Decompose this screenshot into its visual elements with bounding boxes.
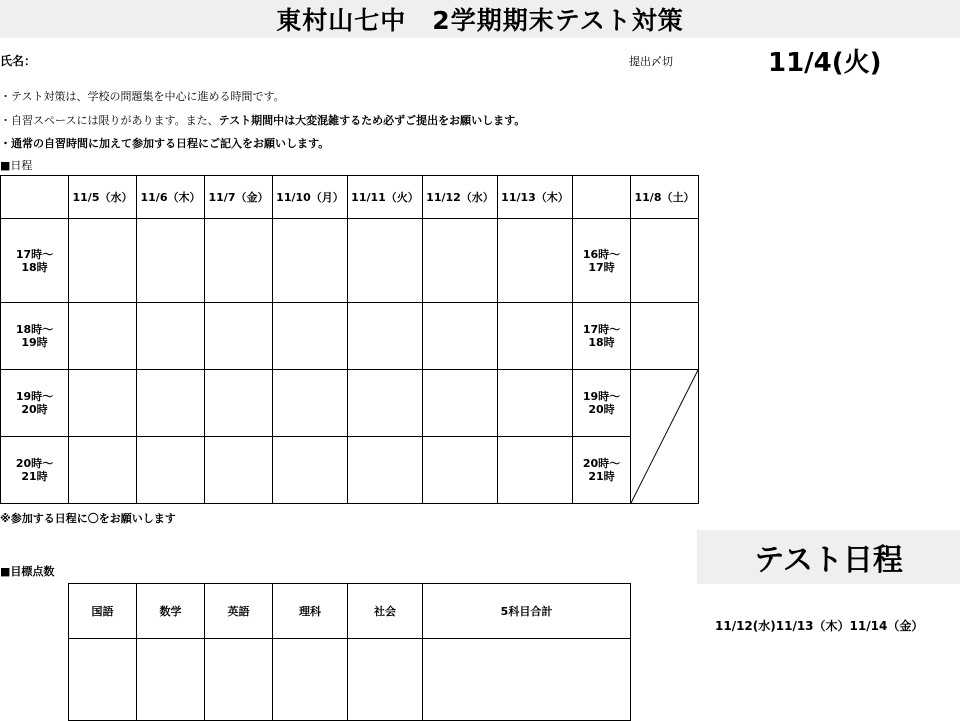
note-2 — [0, 112, 525, 128]
schedule-header-row — [1, 176, 699, 219]
schedule-entry-cell[interactable] — [273, 219, 348, 303]
schedule-entry-cell[interactable] — [423, 219, 498, 303]
time-slot-start: 20時～ — [582, 457, 621, 470]
goal-score-cell[interactable] — [69, 639, 137, 721]
unavailable-slot-cell — [631, 370, 699, 504]
time-slot-end: 18時 — [21, 260, 48, 274]
note-2-emphasis: テスト期間中は大変混雑するため必ずご提出をお願いします。 — [218, 114, 526, 127]
time-slot-start: 20時～ — [15, 457, 54, 470]
day-header: 11/13（木） — [498, 176, 573, 219]
goal-score-cell[interactable] — [137, 639, 205, 721]
schedule-entry-cell[interactable] — [137, 437, 205, 504]
schedule-entry-cell[interactable] — [69, 219, 137, 303]
total-header: 5科目合計 — [423, 584, 631, 639]
goal-total-cell[interactable] — [423, 639, 631, 721]
time-slot-start: 17時～ — [582, 323, 621, 336]
title-bar — [0, 0, 960, 38]
time-slot-label — [1, 437, 69, 504]
note-1: ・テスト対策は、学校の問題集を中心に進める時間です。 — [0, 90, 285, 103]
page-title: 東村山七中 2学期期末テスト対策 — [276, 6, 684, 35]
schedule-corner-cell — [1, 176, 69, 219]
day-header: 11/12（水） — [423, 176, 498, 219]
subject-header: 国語 — [69, 584, 137, 639]
schedule-entry-cell[interactable] — [205, 370, 273, 437]
saturday-day-header: 11/8（土） — [631, 176, 699, 219]
schedule-entry-cell[interactable] — [137, 219, 205, 303]
schedule-entry-cell[interactable] — [423, 370, 498, 437]
schedule-entry-cell[interactable] — [273, 303, 348, 370]
schedule-footnote: ※参加する日程に〇をお願いします — [0, 512, 176, 525]
time-slot-end: 17時 — [588, 260, 615, 274]
schedule-entry-cell[interactable] — [273, 370, 348, 437]
saturday-time-slot-label — [573, 303, 631, 370]
schedule-row — [1, 437, 699, 504]
day-header: 11/11（火） — [348, 176, 423, 219]
day-header: 11/5（水） — [69, 176, 137, 219]
time-slot-label — [1, 219, 69, 303]
schedule-section-label: ■日程 — [0, 159, 33, 172]
saturday-entry-cell[interactable] — [631, 219, 699, 303]
schedule-entry-cell[interactable] — [498, 370, 573, 437]
saturday-entry-cell[interactable] — [631, 303, 699, 370]
schedule-entry-cell[interactable] — [348, 303, 423, 370]
subject-header: 英語 — [205, 584, 273, 639]
schedule-entry-cell[interactable] — [348, 370, 423, 437]
time-slot-end: 21時 — [21, 470, 48, 483]
subject-header: 社会 — [348, 584, 423, 639]
schedule-entry-cell[interactable] — [498, 437, 573, 504]
test-schedule-heading: テスト日程 — [754, 543, 903, 578]
day-header: 11/7（金） — [205, 176, 273, 219]
time-slot-start: 19時～ — [15, 390, 54, 403]
schedule-entry-cell[interactable] — [423, 303, 498, 370]
schedule-entry-cell[interactable] — [498, 219, 573, 303]
saturday-slot-header — [573, 176, 631, 219]
schedule-entry-cell[interactable] — [423, 437, 498, 504]
goals-section-label: ■目標点数 — [0, 565, 55, 578]
schedule-row — [1, 370, 699, 437]
test-schedule-dates: 11/12(水)11/13（木）11/14（金） — [715, 619, 924, 633]
schedule-entry-cell[interactable] — [205, 303, 273, 370]
deadline-date: 11/4(火) — [768, 48, 882, 78]
time-slot-start: 19時～ — [582, 390, 621, 403]
diagonal-strike-line — [631, 370, 698, 503]
schedule-entry-cell[interactable] — [69, 303, 137, 370]
goals-header-row — [69, 584, 631, 639]
note-3: ・通常の自習時間に加えて参加する日程にご記入をお願いします。 — [0, 137, 330, 150]
subject-header: 数学 — [137, 584, 205, 639]
time-slot-end: 20時 — [21, 403, 48, 416]
schedule-entry-cell[interactable] — [137, 303, 205, 370]
time-slot-end: 19時 — [21, 336, 48, 349]
schedule-entry-cell[interactable] — [205, 219, 273, 303]
saturday-time-slot-label — [573, 370, 631, 437]
saturday-time-slot-label — [573, 437, 631, 504]
schedule-table — [0, 175, 699, 504]
saturday-time-slot-label — [573, 219, 631, 303]
time-slot-end: 21時 — [588, 470, 615, 483]
schedule-entry-cell[interactable] — [498, 303, 573, 370]
schedule-entry-cell[interactable] — [205, 437, 273, 504]
schedule-entry-cell[interactable] — [273, 437, 348, 504]
time-slot-start: 18時～ — [15, 323, 54, 336]
day-header: 11/10（月） — [273, 176, 348, 219]
goal-score-cell[interactable] — [273, 639, 348, 721]
time-slot-label — [1, 370, 69, 437]
time-slot-start: 16時～ — [582, 247, 621, 261]
subject-header: 理科 — [273, 584, 348, 639]
day-header: 11/6（木） — [137, 176, 205, 219]
schedule-entry-cell[interactable] — [348, 219, 423, 303]
goals-entry-row — [69, 639, 631, 721]
test-schedule-heading-box — [697, 530, 960, 584]
time-slot-end: 20時 — [588, 403, 615, 416]
deadline-label: 提出〆切 — [629, 55, 673, 68]
schedule-row — [1, 219, 699, 303]
schedule-entry-cell[interactable] — [137, 370, 205, 437]
time-slot-end: 18時 — [588, 336, 615, 349]
schedule-row — [1, 303, 699, 370]
time-slot-label — [1, 303, 69, 370]
schedule-entry-cell[interactable] — [348, 437, 423, 504]
schedule-entry-cell[interactable] — [69, 370, 137, 437]
note-2-text: ・自習スペースには限りがあります。また、 — [0, 114, 219, 127]
goal-score-cell[interactable] — [348, 639, 423, 721]
schedule-entry-cell[interactable] — [69, 437, 137, 504]
name-label: 氏名： — [0, 54, 37, 68]
goals-table — [68, 583, 631, 721]
time-slot-start: 17時～ — [15, 247, 54, 261]
goal-score-cell[interactable] — [205, 639, 273, 721]
